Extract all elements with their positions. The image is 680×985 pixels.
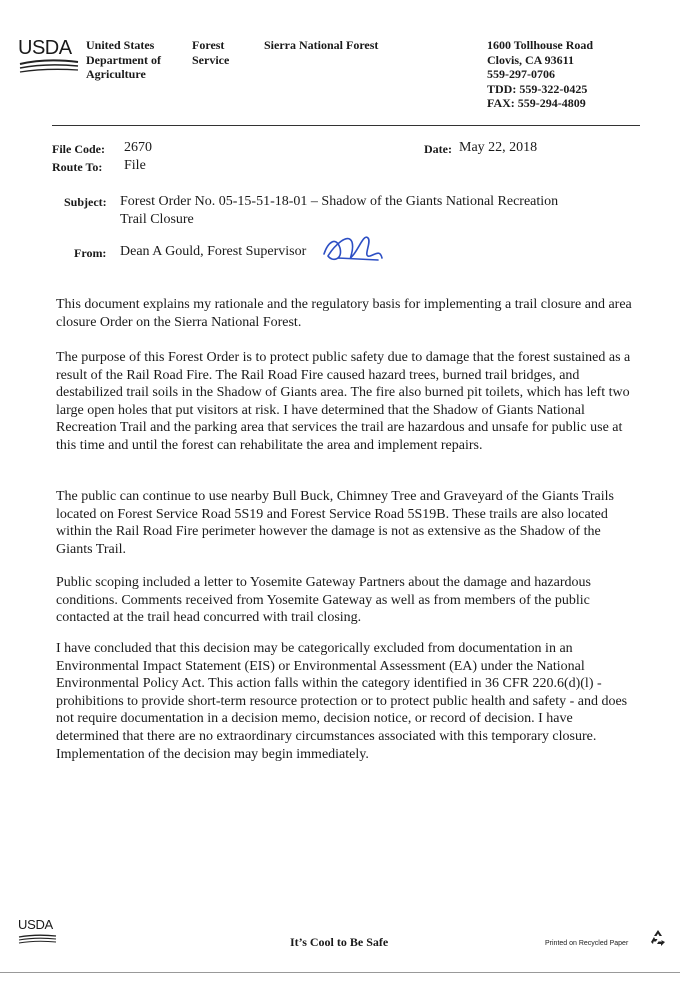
body-paragraph-2: The purpose of this Forest Order is to protect public safety due to damage that the forest sustained as a result of the Rail Road Fire. The Rail Road Fire caused hazard trees, burned trail bridges, and destabilized trail soils in the Shadow of Giants area. The fire also burned pit toilets, which has left two large open holes that put visitors at risk. I have determined that the Shadow of Giants National Recreation Trail and the parking area that services the trail are hazardous and unsafe for public use at this time and until the forest can rehabilitate the area and implement repairs. <box>56 350 631 453</box>
recycle-icon <box>648 928 668 948</box>
recycled-paper-note: Printed on Recycled Paper <box>545 940 629 947</box>
file-code-label: File Code: <box>52 142 105 156</box>
body-paragraph-4: Public scoping included a letter to Yosemite Gateway Partners about the damage and hazardous conditions. Comments received from Yosemite Gateway as well as from members of the public contacted at the trail head concurred with trail closing. <box>56 575 591 626</box>
from-value: Dean A Gould, Forest Supervisor <box>120 244 307 259</box>
usda-logo-swoosh <box>18 58 80 76</box>
signature <box>318 228 386 268</box>
body-paragraph-5: I have concluded that this decision may be categorically excluded from documentation in an Environmental Impact Statement (EIS) or Environmental Assessment (EA) under the National Environmental Policy Act. This action falls within the category identified in 36 CFR 220.6(d)(l) - prohibitions to provide short-term resource protection or to protect public health and safety - and does not require documentation in a decision memo, decision notice, or record of decision. I have determined that there are no extraordinary circumstances associated with this temporary closure. Implementation of the decision may begin immediately. <box>56 641 628 762</box>
route-to-label: Route To: <box>52 160 103 174</box>
agency-name: United States Department of Agriculture <box>86 38 161 81</box>
body-paragraph-1: This document explains my rationale and the regulatory basis for implementing a trail closure and area closure Order on the Sierra National Forest. <box>56 297 632 330</box>
route-to-value: File <box>124 158 146 173</box>
usda-logo-text: USDA <box>18 37 72 59</box>
footer-usda-logo: USDA <box>18 918 58 949</box>
date-label: Date: <box>424 142 452 156</box>
date-value: May 22, 2018 <box>459 140 538 155</box>
subject-label: Subject: <box>64 195 107 209</box>
footer-logo-swoosh <box>18 934 58 944</box>
footer-divider <box>0 972 680 973</box>
subject-value: Forest Order No. 05-15-51-18-01 – Shadow of the Giants National Recreation Trail Closure <box>120 194 559 227</box>
header-divider <box>52 125 640 126</box>
footer-slogan: It’s Cool to Be Safe <box>290 935 389 949</box>
unit-name: Sierra National Forest <box>264 38 379 52</box>
body-paragraph-3: The public can continue to use nearby Bull Buck, Chimney Tree and Graveyard of the Giants Trails located on Forest Service Road 5S19 and Forest Service Road 5S19B. These trails are also located within the Rail Road Fire perimeter however the damage is not as extensive as the Shadow of the Giants Trail. <box>56 489 614 557</box>
usda-logo <box>18 38 80 78</box>
file-code-value: 2670 <box>124 140 152 155</box>
office-address: 1600 Tollhouse Road Clovis, CA 93611 559-297-0706 TDD: 559-322-0425 FAX: 559-294-4809 <box>487 38 594 110</box>
from-label: From: <box>74 246 107 260</box>
service-name: Forest Service <box>192 38 230 67</box>
